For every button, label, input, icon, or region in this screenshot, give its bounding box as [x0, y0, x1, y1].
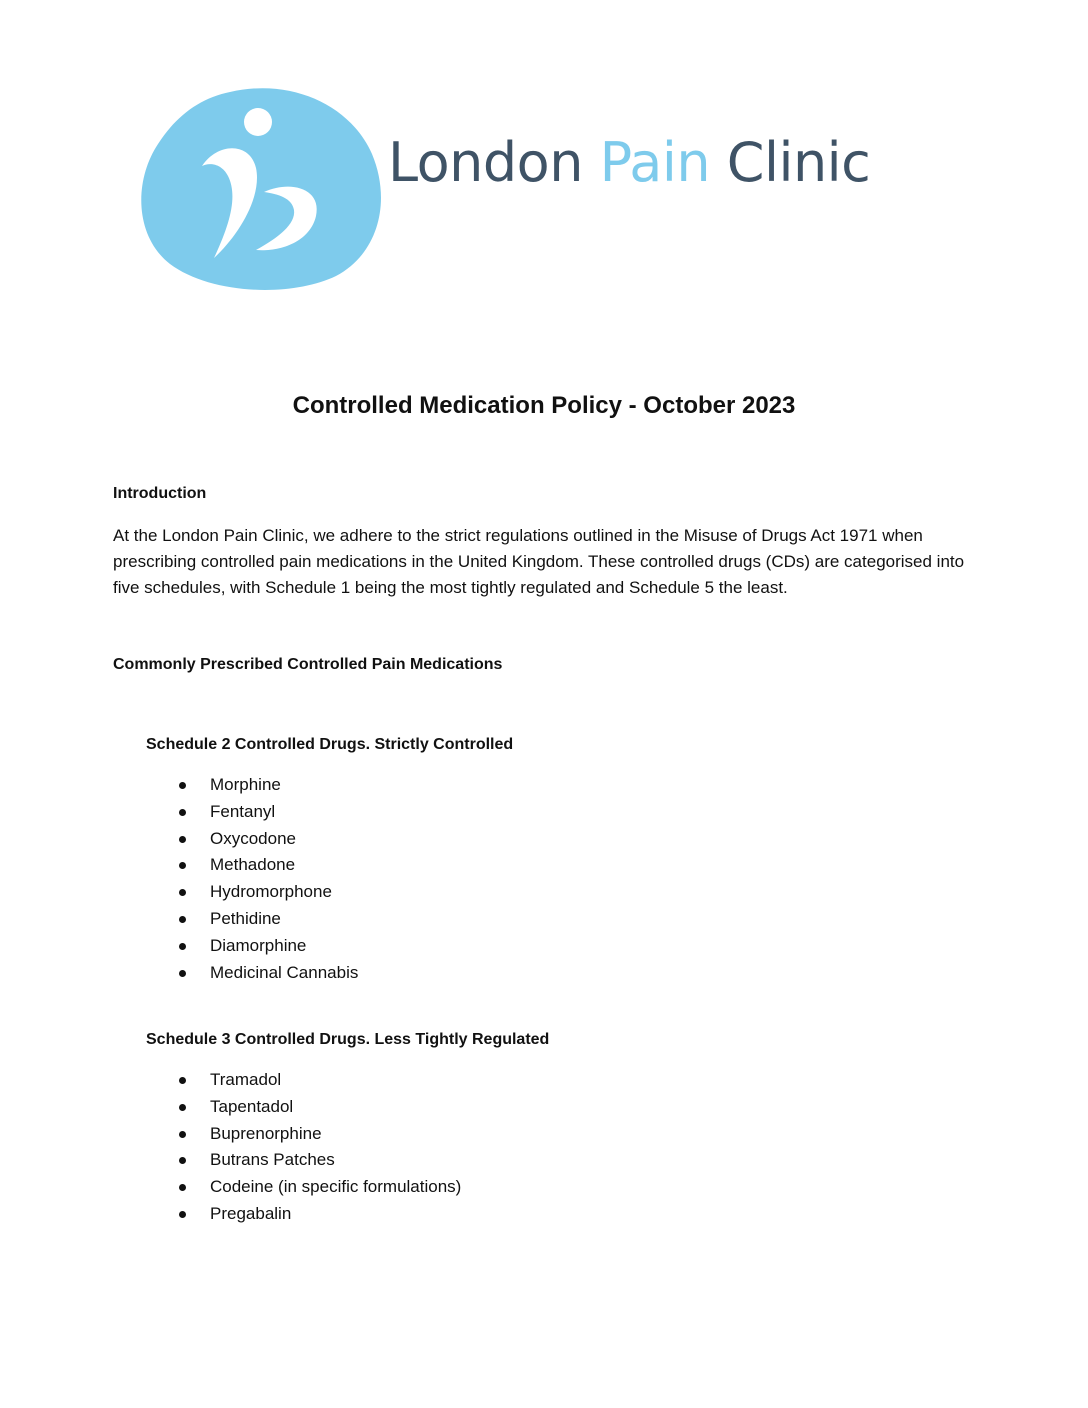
clinic-logo [140, 84, 900, 294]
list-item: Methadone [210, 852, 358, 879]
list-item: Morphine [210, 772, 358, 799]
list-item: Oxycodone [210, 826, 358, 853]
list-item: Medicinal Cannabis [210, 960, 358, 987]
list-item: Buprenorphine [210, 1121, 461, 1148]
schedule-3-heading: Schedule 3 Controlled Drugs. Less Tightly Regulated [146, 1031, 550, 1048]
logo-word-pain: Pain [599, 131, 711, 194]
logo-wordmark [388, 131, 871, 194]
logo-word-london: London [388, 131, 600, 194]
list-item: Tapentadol [210, 1094, 461, 1121]
schedule-2-heading: Schedule 2 Controlled Drugs. Strictly Controlled [146, 736, 514, 753]
list-item: Codeine (in specific formulations) [210, 1174, 461, 1201]
list-item: Pethidine [210, 906, 358, 933]
common-medications-heading: Commonly Prescribed Controlled Pain Medications [113, 656, 503, 673]
list-item: Diamorphine [210, 933, 358, 960]
logo-word-clinic: Clinic [710, 131, 871, 194]
list-item: Tramadol [210, 1067, 461, 1094]
list-item: Butrans Patches [210, 1147, 461, 1174]
list-item: Pregabalin [210, 1201, 461, 1228]
introduction-heading: Introduction [113, 485, 207, 502]
list-item: Fentanyl [210, 799, 358, 826]
list-item: Hydromorphone [210, 879, 358, 906]
schedule-3-list [210, 1067, 461, 1228]
schedule-2-list [210, 772, 358, 986]
document-title: Controlled Medication Policy - October 2023 [292, 392, 796, 419]
introduction-paragraph: At the London Pain Clinic, we adhere to the strict regulations outlined in the Misuse of Drugs Act 1971 when prescribing controlled pain medications in the United Kingdom. These controlled drugs (CDs) are categorised into five schedules, with Schedule 1 being the most tightly regulated and Schedule 5 the least. [113, 526, 965, 597]
